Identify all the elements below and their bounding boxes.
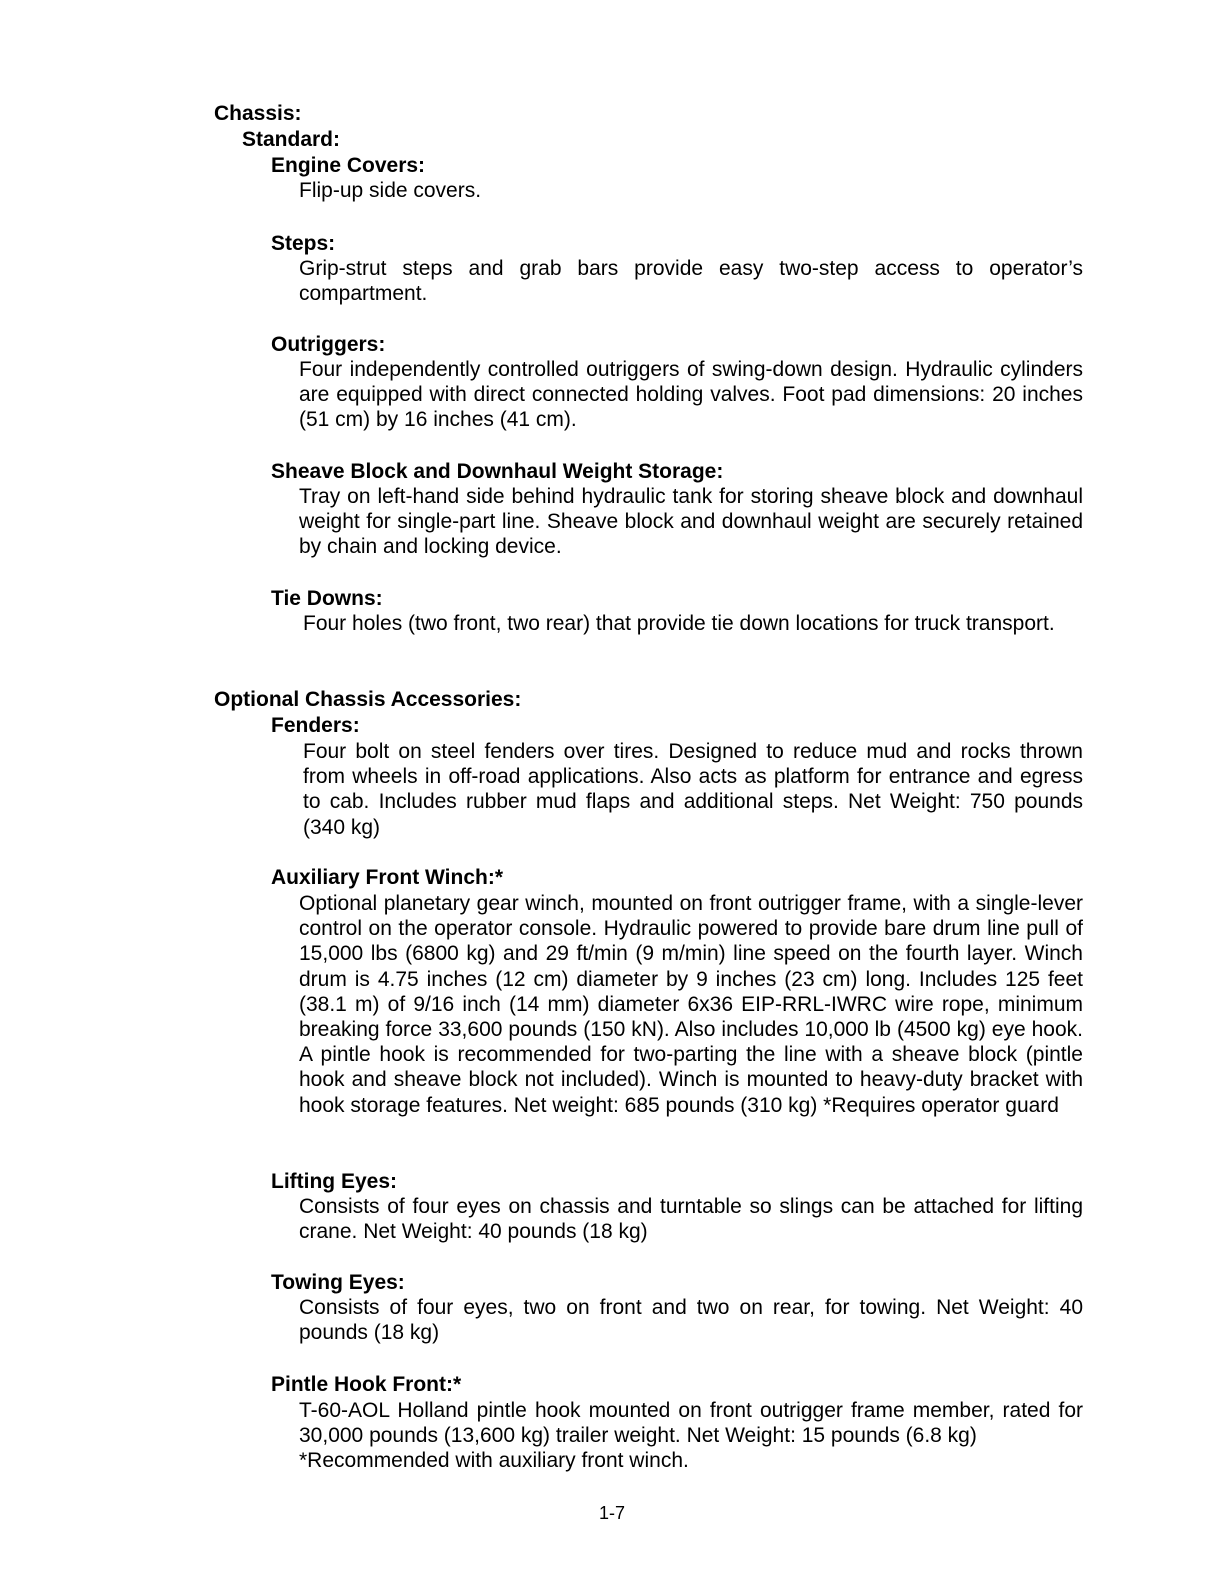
tie-downs-text: Four holes (two front, two rear) that provide tie down locations for truck transport. (303, 612, 1055, 635)
pintle-hook-note: *Recommended with auxiliary front winch. (299, 1449, 689, 1472)
optional-accessories-heading: Optional Chassis Accessories: (214, 688, 522, 711)
outriggers-text: Four independently controlled outriggers of swing-down design. Hydraulic cylinders are equipped with direct connected holding valves. Foot pad dimensions: 20 inches (51 cm) by 16 inches (41 cm). (299, 358, 1083, 432)
pintle-hook-title: Pintle Hook Front:* (271, 1373, 462, 1396)
lifting-eyes-text: Consists of four eyes on chassis and turntable so slings can be attached for lifting crane. Net Weight: 40 pounds (18 kg) (299, 1195, 1083, 1244)
towing-eyes-text: Consists of four eyes, two on front and two on rear, for towing. Net Weight: 40 pounds (18 kg) (299, 1296, 1083, 1345)
aux-front-winch-text: Optional planetary gear winch, mounted on front outrigger frame, with a single-lever control on the operator console. Hydraulic powered to provide bare drum line pull of 15,000 lbs (6800 kg) and 29 ft/min (9 m/min) line speed on the fourth layer. Winch drum is 4.75 inches (12 cm) diameter by 9 inches (23 cm) long. Includes 125 feet (38.1 m) of 9/16 inch (14 mm) diameter 6x36 EIP-RRL-IWRC wire rope, minimum breaking force 33,600 pounds (150 kN). Also includes 10,000 lb (4500 kg) eye hook. A pintle hook is recommended for two-parting the line with a sheave block (pintle hook and sheave block not included). Winch is mounted to heavy-duty bracket with hook storage features. Net weight: 685 pounds (310 kg) *Requires operator guard (299, 892, 1083, 1117)
tie-downs-title: Tie Downs: (271, 587, 383, 610)
fenders-text: Four bolt on steel fenders over tires. Designed to reduce mud and rocks thrown from wheels in off-road applications. Also acts as platform for entrance and egress to cab. Includes rubber mud flaps and additional steps. Net Weight: 750 pounds (340 kg) (303, 740, 1083, 839)
engine-covers-text: Flip-up side covers. (299, 179, 482, 202)
steps-title: Steps: (271, 232, 336, 255)
engine-covers-title: Engine Covers: (271, 154, 426, 177)
aux-front-winch-title: Auxiliary Front Winch:* (271, 866, 503, 889)
lifting-eyes-title: Lifting Eyes: (271, 1170, 398, 1193)
sheave-block-text: Tray on left-hand side behind hydraulic tank for storing sheave block and downhaul weight for single-part line. Sheave block and downhaul weight are securely retained by chain and locking device. (299, 485, 1083, 559)
steps-text: Grip-strut steps and grab bars provide easy two-step access to operator’s compartment. (299, 257, 1083, 306)
outriggers-title: Outriggers: (271, 333, 386, 356)
pintle-hook-text: T-60-AOL Holland pintle hook mounted on front outrigger frame member, rated for 30,000 pounds (13,600 kg) trailer weight. Net Weight: 15 pounds (6.8 kg) (299, 1399, 1083, 1448)
chassis-heading: Chassis: (214, 102, 302, 125)
page-number: 1-7 (598, 1503, 625, 1523)
fenders-title: Fenders: (271, 714, 360, 737)
towing-eyes-title: Towing Eyes: (271, 1271, 405, 1294)
sheave-block-title: Sheave Block and Downhaul Weight Storage: (271, 460, 724, 483)
standard-heading: Standard: (242, 128, 341, 151)
